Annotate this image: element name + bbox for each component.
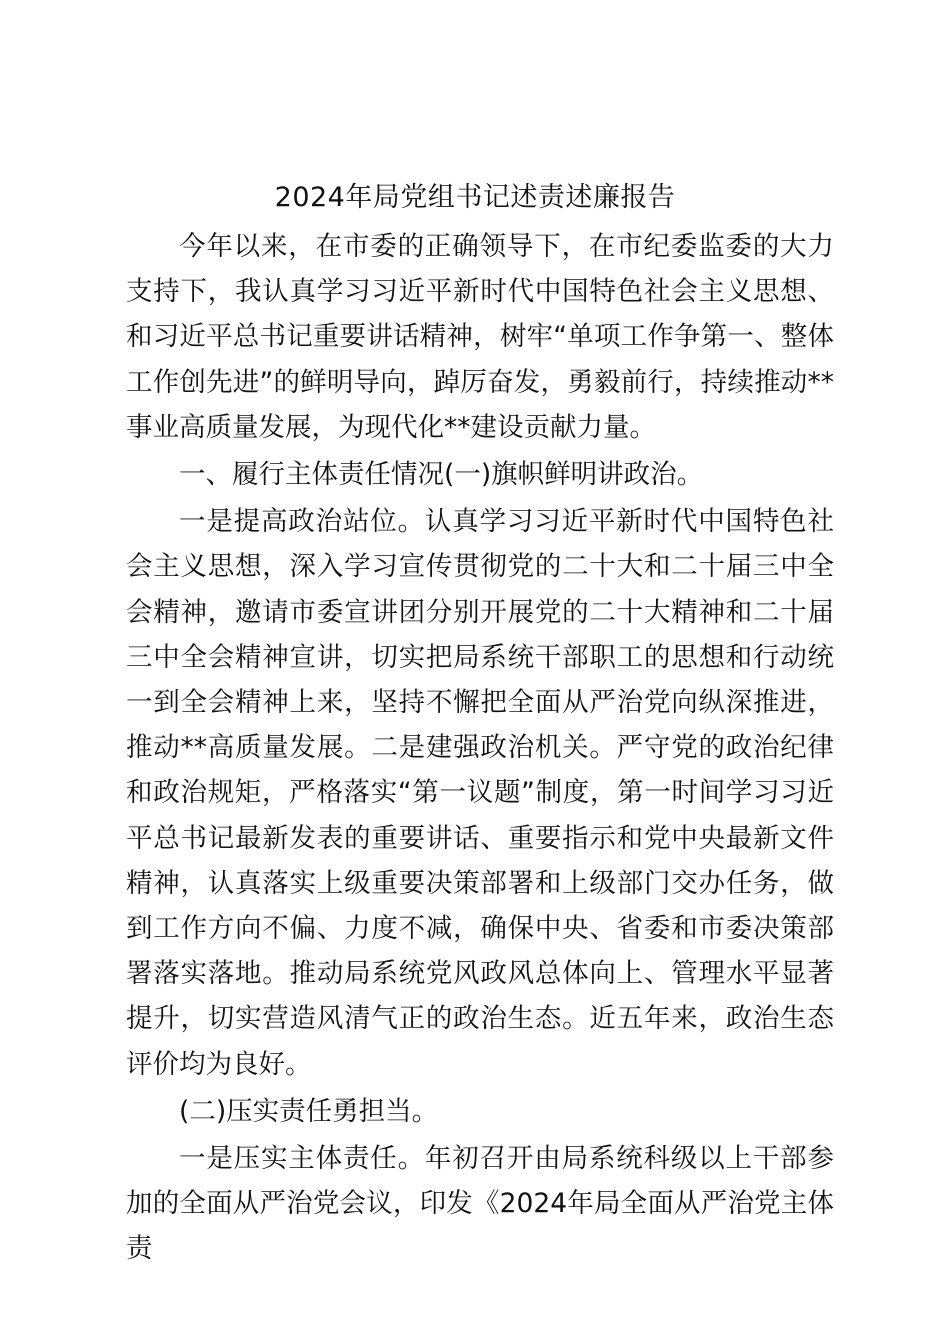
paragraph-intro: 今年以来，在市委的正确领导下，在市纪委监委的大力支持下，我认真学习习近平新时代中国特色社会主义思想、和习近平总书记重要讲话精神，树牢“单项工作争第一、整体工作创先进”的鲜明导向，踔厉奋发，勇毅前行，持续推动**事业高质量发展，为现代化**建设贡献力量。 bbox=[126, 231, 834, 443]
paragraph-section-heading: 一、履行主体责任情况(一)旗帜鲜明讲政治。 bbox=[179, 459, 704, 491]
paragraph-main-responsibility: 一是压实主体责任。年初召开由局系统科级以上干部参加的全面从严治党会议，印发《2024年局全面从严治党主体责 bbox=[126, 1143, 834, 1265]
document-body bbox=[126, 224, 834, 1272]
document-title: 2024年局党组书记述责述廉报告 bbox=[274, 182, 676, 213]
paragraph-political-stance: 一是提高政治站位。认真学习习近平新时代中国特色社会主义思想，深入学习宣传贯彻党的二十大和二十届三中全会精神，邀请市委宣讲团分别开展党的二十大精神和二十届三中全会精神宣讲，切实把局系统干部职工的思想和行动统一到全会精神上来，坚持不懈把全面从严治党向纵深推进，推动**高质量发展。二是建强政治机关。严守党的政治纪律和政治规矩，严格落实“第一议题”制度，第一时间学习习近平总书记最新发表的重要讲话、重要指示和党中央最新文件精神，认真落实上级重要决策部署和上级部门交办任务，做到工作方向不偏、力度不减，确保中央、省委和市委决策部署落实落地。推动局系统党风政风总体向上、管理水平显著提升，切实营造风清气正的政治生态。近五年来，政治生态评价均为良好。 bbox=[126, 506, 834, 1080]
paragraph-subsection-heading: (二)压实责任勇担当。 bbox=[179, 1095, 439, 1127]
